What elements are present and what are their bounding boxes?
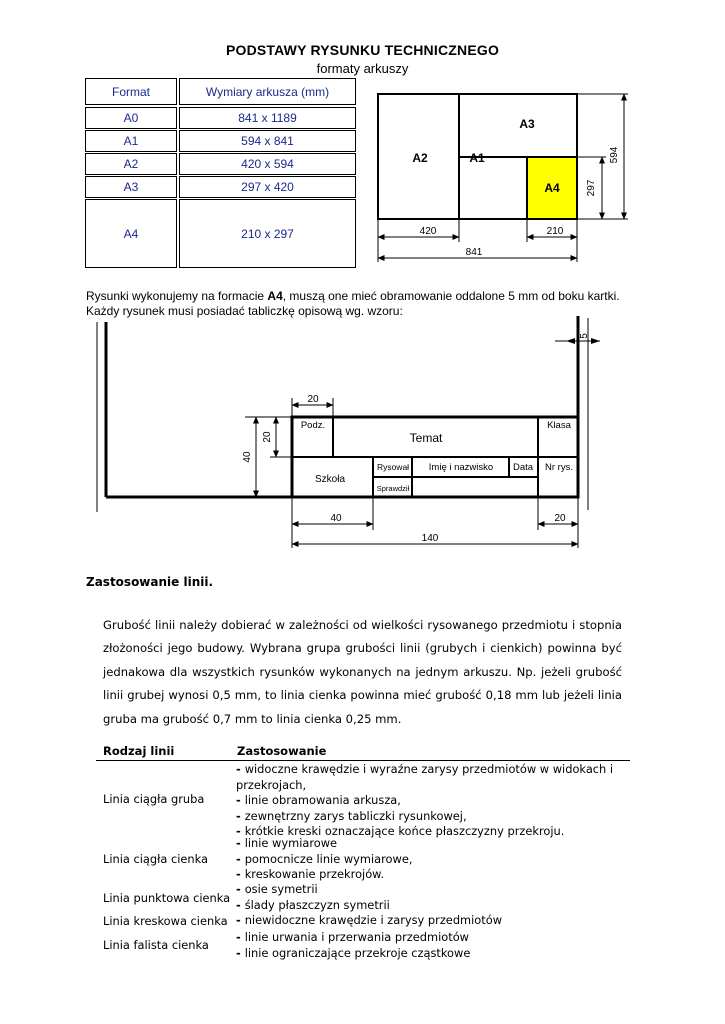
dim-420: 420 (419, 226, 437, 237)
format-header-cell: Format (85, 78, 177, 105)
intro-line-2: Każdy rysunek musi posiadać tabliczkę opisową wg. wzoru: (86, 304, 403, 318)
line-type-uses (236, 913, 631, 929)
page-subtitle: formaty arkuszy (316, 61, 409, 76)
use-item: - linie wymiarowe (236, 836, 338, 850)
line-type-name: Linia kreskowa cienka (103, 914, 228, 928)
label-a4: A4 (544, 181, 560, 195)
cell-sprawdzil: Sprawdził (376, 484, 410, 493)
format-cell-a2: A2 (85, 153, 177, 175)
line-type-uses (236, 762, 631, 840)
format-cell-a4: A4 (85, 199, 177, 268)
use-item: - linie urwania i przerwania przedmiotów (236, 930, 469, 944)
intro-line-1: Rysunki wykonujemy na formacie A4, muszą one mieć obramowanie oddalone 5 mm od boku kartki. (86, 289, 620, 303)
col-header-name: Rodzaj linii (103, 744, 175, 758)
format-cell-a0: A0 (85, 107, 177, 129)
cell-klasa: Klasa (547, 420, 571, 431)
line-type-name: Linia ciągła gruba (103, 792, 205, 806)
table-header-rule (96, 760, 630, 761)
format-cell-a3: A3 (85, 176, 177, 198)
dim-5: 5 (579, 333, 590, 339)
dim-841: 841 (465, 247, 483, 258)
line-type-uses (236, 836, 631, 883)
use-item: - ślady płaszczyzn symetrii (236, 897, 390, 912)
dim-20-top: 20 (307, 394, 319, 405)
cell-rysowal: Rysował (376, 462, 410, 472)
use-item: - zewnętrzny zarys tabliczki rysunkowej, (236, 808, 467, 823)
size-cell-a4: 210 x 297 (179, 199, 356, 268)
use-item: - kreskowanie przekrojów. (236, 867, 385, 881)
size-cell-a0: 841 x 1189 (179, 107, 356, 129)
label-a3: A3 (519, 117, 535, 131)
page-title: PODSTAWY RYSUNKU TECHNICZNEGO (225, 42, 500, 58)
cell-temat: Temat (409, 431, 443, 445)
line-type-uses (236, 882, 631, 913)
use-item: - krótkie kreski oznaczające końce płaszczyzny przekroju. (236, 824, 565, 838)
format-cell-a1: A1 (85, 130, 177, 152)
lines-paragraph: Grubość linii należy dobierać w zależności od wielkości rysowanego przedmiotu i stopnia złożoności jego budowy. Wybrana grupa grubości linii (grubych i cienkich) powinna być jednakowa dla wszystkich rysunków wykonanych na jednym arkuszu. Np. jeżeli grubość linii grubej wynosi 0,5 mm, to linia cienka powinna mieć grubość 0,18 mm lub jeżeli linia gruba ma grubość 0,7 mm to linia cienka 0,25 mm. (103, 618, 622, 726)
line-type-name: Linia falista cienka (103, 938, 209, 952)
line-type-name: Linia punktowa cienka (103, 891, 231, 905)
col-header-use: Zastosowanie (237, 744, 327, 758)
size-header-cell: Wymiary arkusza (mm) (179, 78, 356, 105)
use-item: - widoczne krawędzie i wyraźne zarysy przedmiotów w widokach i przekrojach, (236, 762, 614, 792)
size-cell-a1: 594 x 841 (179, 130, 356, 152)
cell-data: Data (512, 462, 534, 473)
cell-szkola: Szkoła (314, 474, 346, 485)
size-cell-a3: 297 x 420 (179, 176, 356, 198)
label-a1: A1 (469, 151, 485, 165)
dim-20-bottom: 20 (554, 513, 566, 524)
dim-594: 594 (609, 146, 620, 164)
cell-podz: Podz. (300, 420, 326, 431)
dim-40-left: 40 (242, 451, 253, 463)
use-item: - pomocnicze linie wymiarowe, (236, 851, 413, 866)
cell-nrrys: Nr rys. (545, 462, 573, 473)
cell-imie: Imię i nazwisko (428, 462, 494, 473)
dim-210: 210 (546, 226, 564, 237)
size-cell-a2: 420 x 594 (179, 153, 356, 175)
line-type-name: Linia ciągła cienka (103, 852, 209, 866)
use-item: - osie symetrii (236, 882, 318, 896)
use-item: - linie obramowania arkusza, (236, 793, 401, 807)
dim-140: 140 (421, 533, 439, 544)
dim-20-left: 20 (262, 431, 273, 443)
section-heading: Zastosowanie linii. (86, 575, 214, 589)
label-a2: A2 (412, 151, 428, 165)
use-item: - niewidoczne krawędzie i zarysy przedmiotów (236, 913, 503, 927)
line-type-uses (236, 930, 631, 961)
dim-40-bottom: 40 (330, 513, 342, 524)
use-item: - linie ograniczające przekroje cząstkowe (236, 945, 471, 960)
dim-297: 297 (586, 179, 597, 197)
